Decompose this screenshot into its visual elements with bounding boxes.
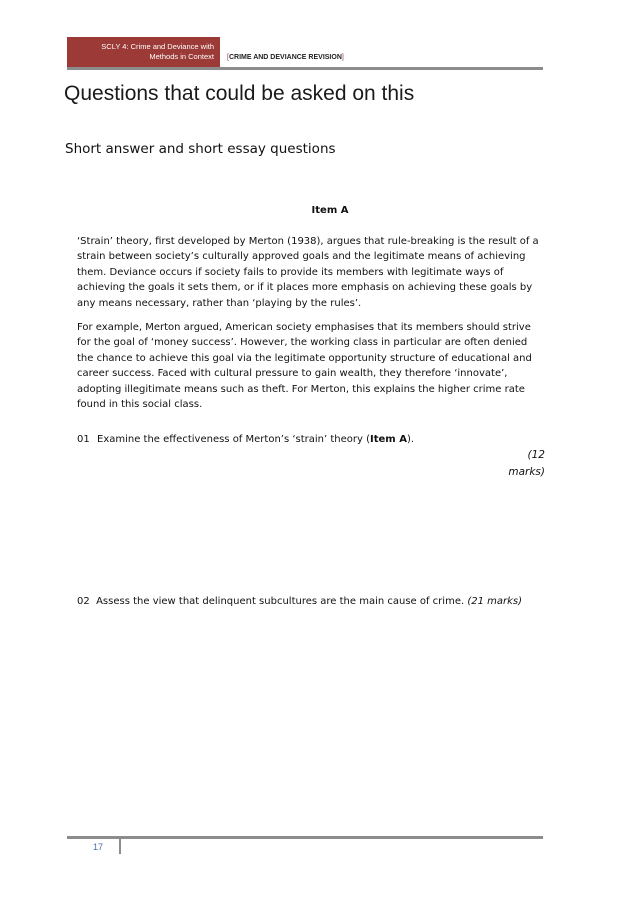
header-section-title [227, 54, 344, 61]
header-course-line1: SCLY 4: Crime and Deviance with [101, 42, 214, 51]
section-subtitle: Short answer and short essay questions [65, 141, 336, 157]
item-paragraph-2: For example, Merton argued, American society emphasises that its members should strive for the goal of ‘money success’. However, the working class in particular are often denied the chance to achieve this goal via the legitimate opportunity structure of educational and career success. Faced with cultural pressure to gain wealth, they therefore ‘innovate’, adopting illegitimate means such as theft. For Merton, this explains the higher crime rate found in this social class. [77, 322, 532, 411]
page-title: Questions that could be asked on this [64, 82, 415, 105]
question-item-reference: Item A [370, 434, 407, 445]
question-02 [77, 596, 522, 607]
question-01 [77, 434, 414, 445]
header-course-box [67, 37, 220, 67]
footer-divider [119, 839, 121, 854]
page-number: 17 [93, 842, 104, 852]
question-text-before: Examine the effectiveness of Merton’s ‘strain’ theory ( [97, 434, 371, 445]
question-number: 02 [77, 596, 90, 607]
header-course-line2: Methods in Context [149, 52, 214, 61]
question-01-marks [490, 447, 545, 481]
question-number: 01 [77, 434, 90, 445]
header-rule [67, 67, 543, 70]
question-text [97, 434, 414, 445]
marks-line2: marks) [508, 466, 545, 478]
header-bracket-close: ] [341, 54, 344, 61]
footer-rule [67, 836, 543, 839]
item-heading: Item A [311, 205, 349, 216]
question-text: Assess the view that delinquent subcultures are the main cause of crime. [96, 596, 465, 607]
question-text-after: ). [406, 434, 415, 445]
question-02-marks: (21 marks) [467, 596, 523, 607]
marks-line1: (12 [527, 449, 545, 461]
header-section-text: CRIME AND DEVIANCE REVISION [228, 54, 342, 61]
header-bracket-open: [ [227, 54, 229, 61]
item-paragraph-1: ‘Strain’ theory, first developed by Merton (1938), argues that rule-breaking is the result of a strain between society’s culturally approved goals and the legitimate means of achieving them. Deviance occurs if society fails to provide its members with legitimate ways of achieving the goals it sets them, or if it places more emphasis on achieving these goals by any means necessary, rather than ‘playing by the rules’. [77, 236, 539, 309]
